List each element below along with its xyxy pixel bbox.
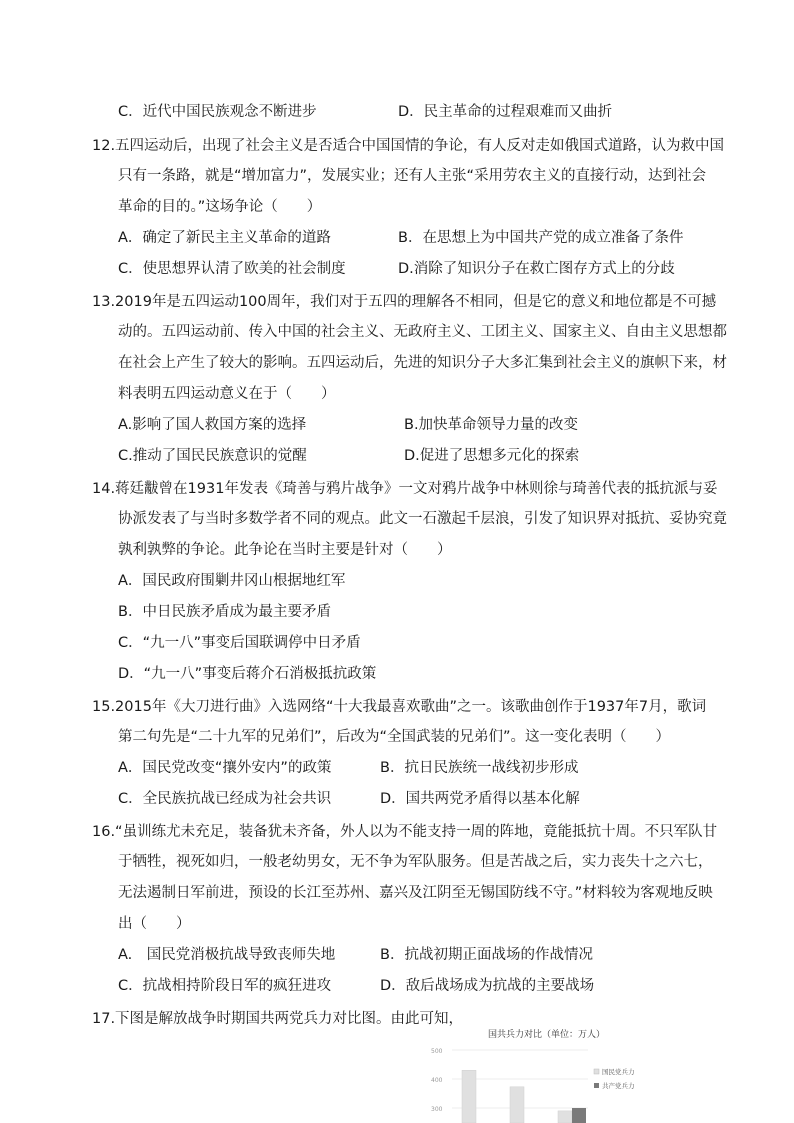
question-16-line-3: 无法遏制日军前进，预设的长江至苏州、嘉兴及江阴至无锡国防线不守。”材料较为客观地反映 [118,885,713,901]
q15-option-a: A．国民党改变“攘外安内”的政策 [118,760,332,776]
q16-option-d: D．敌后战场成为抗战的主要战场 [380,978,595,994]
chart-legend [594,1067,635,1090]
question-15-line-1: 15.2015年《大刀进行曲》入选网络“十大我最喜欢歌曲”之一。该歌曲创作于1937年7月，歌词 [92,699,707,715]
q15-option-d: D．国共两党矛盾得以基本化解 [380,791,580,807]
question-14-line-3: 孰利孰弊的争论。此争论在当时主要是针对（ ） [118,542,452,558]
chart-bars [462,1070,586,1123]
q16-option-c: C．抗战相持阶段日军的疯狂进攻 [118,978,332,994]
question-15-line-2: 第二句先是“二十九军的兄弟们”，后改为“全国武装的兄弟们”。这一变化表明（ ） [118,729,671,745]
q16-option-a: A. 国民党消极抗战导致丧师失地 [118,947,336,963]
q13-option-b: B.加快革命领导力量的改变 [404,417,579,433]
bar-kmt [510,1087,524,1123]
question-14-line-2: 协派发表了与当时多数学者不同的观点。此文一石激起千层浪，引发了知识界对抵抗、妥协究竟 [118,511,727,527]
option-d: D．民主革命的过程艰难而又曲折 [398,104,613,120]
option-c: C．近代中国民族观念不断进步 [118,104,317,120]
legend-label: 共产党兵力 [602,1082,635,1090]
q12-option-c: C．使思想界认清了欧美的社会制度 [118,261,346,277]
chart-svg [430,1022,730,1123]
bar-kmt [558,1111,572,1123]
q14-option-c: C．“九一八”事变后国联调停中日矛盾 [118,635,361,651]
legend-label: 国民党兵力 [602,1068,635,1076]
q14-option-a: A．国民政府围剿井冈山根据地红军 [118,573,346,589]
question-14-line-1: 14.蒋廷黻曾在1931年发表《琦善与鸦片战争》一文对鸦片战争中林则徐与琦善代表的抵抗派与妥 [92,481,718,497]
question-12-line-3: 革命的目的。”这场争论（ ） [118,199,322,215]
question-16-line-4: 出（ ） [118,916,191,932]
question-16-line-1: 16.“虽训练尤未充足，装备犹未齐备，外人以为不能支持一周的阵地，竟能抵抗十周。不只军队甘 [92,824,718,840]
question-16-line-2: 于牺牲，视死如归，一般老幼男女，无不争为军队服务。但是苦战之后，实力丧失十之六七， [118,854,713,870]
y-tick-label: 400 [431,1077,443,1084]
legend-swatch [594,1083,599,1088]
chart-title: 国共兵力对比（单位：万人） [488,1030,606,1040]
q16-option-b: B．抗战初期正面战场的作战情况 [380,947,593,963]
q12-option-a: A．确定了新民主主义革命的道路 [118,230,331,246]
q15-option-c: C．全民族抗战已经成为社会共识 [118,791,332,807]
question-13-line-1: 13.2019年是五四运动100周年，我们对于五四的理解各不相同，但是它的意义和地位都是不可撼 [92,294,717,310]
q14-option-b: B．中日民族矛盾成为最主要矛盾 [118,604,331,620]
q15-option-b: B．抗日民族统一战线初步形成 [380,760,579,776]
q13-option-a: A.影响了国人救国方案的选择 [118,417,307,433]
q14-option-d: D．“九一八”事变后蒋介石消极抵抗政策 [118,666,377,682]
question-12-line-1: 12.五四运动后，出现了社会主义是否适合中国国情的争论，有人反对走如俄国式道路，认为救中国 [92,138,725,154]
y-axis-tick-labels [431,1048,443,1123]
troop-comparison-chart [430,1022,730,1123]
q13-option-d: D.促进了思想多元化的探索 [404,448,580,464]
q12-option-d: D.消除了知识分子在救亡图存方式上的分歧 [398,261,675,277]
bar-kmt [462,1070,476,1123]
bar-cpc [572,1108,586,1123]
question-13-line-2: 动的。五四运动前、传入中国的社会主义、无政府主义、工团主义、国家主义、自由主义思想都 [118,324,727,340]
q12-option-b: B．在思想上为中国共产党的成立准备了条件 [398,230,684,246]
q13-option-c: C.推动了国民民族意识的觉醒 [118,448,307,464]
question-13-line-3: 在社会上产生了较大的影响。五四运动后，先进的知识分子大多汇集到社会主义的旗帜下来，材 [118,355,727,371]
y-tick-label: 300 [431,1106,443,1113]
legend-swatch [594,1069,599,1074]
question-13-line-4: 料表明五四运动意义在于（ ） [118,386,336,402]
question-17-line-1: 17.下图是解放战争时期国共两党兵力对比图。由此可知， [92,1011,464,1027]
y-tick-label: 500 [431,1048,443,1055]
question-12-line-2: 只有一条路，就是“增加富力”，发展实业；还有人主张“采用劳农主义的直接行动，达到社会 [118,168,707,184]
